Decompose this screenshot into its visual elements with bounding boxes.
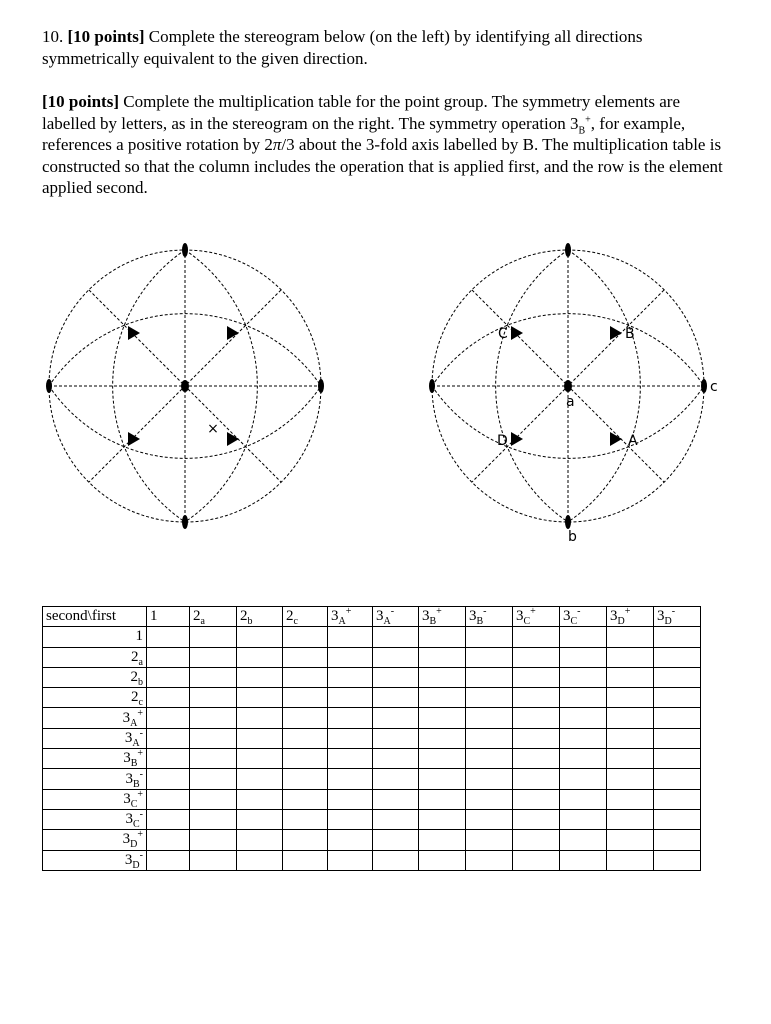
product-cell[interactable] xyxy=(513,789,560,809)
product-cell[interactable] xyxy=(466,789,513,809)
product-cell[interactable] xyxy=(654,627,701,647)
product-cell[interactable] xyxy=(373,769,419,789)
product-cell[interactable] xyxy=(654,769,701,789)
product-cell[interactable] xyxy=(513,647,560,667)
product-cell[interactable] xyxy=(328,708,373,728)
product-cell[interactable] xyxy=(419,769,466,789)
table-row xyxy=(43,830,701,850)
product-cell[interactable] xyxy=(147,647,190,667)
product-cell[interactable] xyxy=(560,789,607,809)
twofold-axis-icon xyxy=(182,243,188,257)
question-text: Complete the stereogram below (on the left) by identifying all directions symmetrically equivalent to the given direction. xyxy=(42,27,643,68)
product-cell[interactable] xyxy=(237,830,283,850)
product-cell[interactable] xyxy=(373,688,419,708)
product-cell[interactable] xyxy=(147,749,190,769)
column-header: $2_a$ xyxy=(190,607,237,627)
row-header: $3_D^+$ xyxy=(43,830,147,850)
product-cell[interactable] xyxy=(283,789,328,809)
product-cell[interactable] xyxy=(237,708,283,728)
table-row xyxy=(43,688,701,708)
pi-symbol: π xyxy=(272,135,282,154)
product-cell[interactable] xyxy=(607,850,654,870)
product-cell[interactable] xyxy=(654,830,701,850)
product-cell[interactable] xyxy=(190,647,237,667)
product-cell[interactable] xyxy=(190,708,237,728)
twofold-axis-icon xyxy=(318,379,324,393)
label-a: a xyxy=(566,394,575,410)
product-cell[interactable] xyxy=(283,809,328,829)
column-header: $3_B^+$ xyxy=(419,607,466,627)
product-cell[interactable] xyxy=(419,667,466,687)
product-cell[interactable] xyxy=(237,627,283,647)
product-cell[interactable] xyxy=(373,749,419,769)
product-cell[interactable] xyxy=(419,809,466,829)
column-header: $3_D^-$ xyxy=(654,607,701,627)
question-multiplication-table xyxy=(42,91,732,199)
twofold-axis-icon xyxy=(701,379,707,393)
question-points: [10 points] xyxy=(42,92,119,111)
product-cell[interactable] xyxy=(283,688,328,708)
product-cell[interactable] xyxy=(190,627,237,647)
product-cell[interactable] xyxy=(607,769,654,789)
product-cell[interactable] xyxy=(654,647,701,667)
product-cell[interactable] xyxy=(328,809,373,829)
product-cell[interactable] xyxy=(513,688,560,708)
column-header: $3_C^+$ xyxy=(513,607,560,627)
product-cell[interactable] xyxy=(560,769,607,789)
question-text-a: Complete the multiplication table for the point group. The symmetry elements are labelled by letters, as in the stereogram on the right. The symmetry operation 3 xyxy=(42,92,681,133)
product-cell[interactable] xyxy=(237,667,283,687)
column-header: $2_b$ xyxy=(237,607,283,627)
product-cell[interactable] xyxy=(328,850,373,870)
product-cell[interactable] xyxy=(607,627,654,647)
product-cell[interactable] xyxy=(607,688,654,708)
table-row xyxy=(43,728,701,748)
product-cell[interactable] xyxy=(283,627,328,647)
product-cell[interactable] xyxy=(607,809,654,829)
product-cell[interactable] xyxy=(237,850,283,870)
product-cell[interactable] xyxy=(190,850,237,870)
question-text-b: , for example, references a positive rotation by 2 xyxy=(42,113,686,154)
twofold-axis-icon xyxy=(565,243,571,257)
product-cell[interactable] xyxy=(560,708,607,728)
product-cell[interactable] xyxy=(147,688,190,708)
product-cell[interactable] xyxy=(328,627,373,647)
row-header: $3_D^-$ xyxy=(43,850,147,870)
product-cell[interactable] xyxy=(373,667,419,687)
product-cell[interactable] xyxy=(560,667,607,687)
product-cell[interactable] xyxy=(147,769,190,789)
product-cell[interactable] xyxy=(466,850,513,870)
product-cell[interactable] xyxy=(513,728,560,748)
row-header: $2_a$ xyxy=(43,647,147,667)
twofold-axis-icon xyxy=(429,379,435,393)
product-cell[interactable] xyxy=(466,769,513,789)
product-cell[interactable] xyxy=(654,667,701,687)
row-header: $2_c$ xyxy=(43,688,147,708)
product-cell[interactable] xyxy=(419,708,466,728)
product-cell[interactable] xyxy=(466,749,513,769)
product-cell[interactable] xyxy=(190,728,237,748)
product-cell[interactable] xyxy=(283,830,328,850)
product-cell[interactable] xyxy=(373,830,419,850)
product-cell[interactable] xyxy=(419,749,466,769)
column-header: $3_A^-$ xyxy=(373,607,419,627)
product-cell[interactable] xyxy=(560,830,607,850)
product-cell[interactable] xyxy=(560,850,607,870)
product-cell[interactable] xyxy=(190,809,237,829)
column-header: $3_C^-$ xyxy=(560,607,607,627)
row-header: $2_b$ xyxy=(43,667,147,687)
row-header: $3_A^-$ xyxy=(43,728,147,748)
product-cell[interactable] xyxy=(419,850,466,870)
product-cell[interactable] xyxy=(373,789,419,809)
product-cell[interactable] xyxy=(466,647,513,667)
product-cell[interactable] xyxy=(513,667,560,687)
product-cell[interactable] xyxy=(513,830,560,850)
product-cell[interactable] xyxy=(190,688,237,708)
product-cell[interactable] xyxy=(373,809,419,829)
product-cell[interactable] xyxy=(513,850,560,870)
product-cell[interactable] xyxy=(373,647,419,667)
product-cell[interactable] xyxy=(607,708,654,728)
row-header: $3_C^+$ xyxy=(43,789,147,809)
multiplication-table xyxy=(42,606,701,871)
product-cell[interactable] xyxy=(419,627,466,647)
product-cell[interactable] xyxy=(560,627,607,647)
product-cell[interactable] xyxy=(560,728,607,748)
product-cell[interactable] xyxy=(466,809,513,829)
threefold-axis-icon xyxy=(511,432,523,446)
product-cell[interactable] xyxy=(607,830,654,850)
label-c: c xyxy=(710,379,718,395)
table-row xyxy=(43,769,701,789)
product-cell[interactable] xyxy=(328,789,373,809)
product-cell[interactable] xyxy=(466,830,513,850)
product-cell[interactable] xyxy=(654,789,701,809)
row-header: $3_C^-$ xyxy=(43,809,147,829)
product-cell[interactable] xyxy=(466,688,513,708)
product-cell[interactable] xyxy=(419,789,466,809)
twofold-axis-icon xyxy=(46,379,52,393)
question-10 xyxy=(42,26,732,69)
product-cell[interactable] xyxy=(237,688,283,708)
product-cell[interactable] xyxy=(466,627,513,647)
table-row xyxy=(43,749,701,769)
product-cell[interactable] xyxy=(373,850,419,870)
product-cell[interactable] xyxy=(513,769,560,789)
corner-cell: second\first xyxy=(43,607,147,627)
product-cell[interactable] xyxy=(654,850,701,870)
product-cell[interactable] xyxy=(607,647,654,667)
product-cell[interactable] xyxy=(328,749,373,769)
product-cell[interactable] xyxy=(328,830,373,850)
product-cell[interactable] xyxy=(283,769,328,789)
product-cell[interactable] xyxy=(147,708,190,728)
table-row xyxy=(43,789,701,809)
product-cell[interactable] xyxy=(419,647,466,667)
product-cell[interactable] xyxy=(513,708,560,728)
label-D: D xyxy=(497,433,508,449)
product-cell[interactable] xyxy=(328,728,373,748)
product-cell[interactable] xyxy=(237,789,283,809)
table-row xyxy=(43,667,701,687)
product-cell[interactable] xyxy=(190,749,237,769)
product-cell[interactable] xyxy=(560,809,607,829)
product-cell[interactable] xyxy=(419,688,466,708)
product-cell[interactable] xyxy=(147,667,190,687)
twofold-axis-icon xyxy=(181,380,189,392)
op-sup: + xyxy=(585,113,591,125)
stereogram-right xyxy=(418,236,718,556)
product-cell[interactable] xyxy=(607,789,654,809)
table-header-row xyxy=(43,607,701,627)
question-points: [10 points] xyxy=(67,27,145,46)
table-row xyxy=(43,809,701,829)
product-cell[interactable] xyxy=(560,749,607,769)
product-cell[interactable] xyxy=(466,667,513,687)
column-header: 1 xyxy=(147,607,190,627)
product-cell[interactable] xyxy=(513,749,560,769)
label-A: A xyxy=(628,433,638,449)
op-sub: B xyxy=(578,124,586,136)
product-cell[interactable] xyxy=(147,627,190,647)
table-row xyxy=(43,850,701,870)
product-cell[interactable] xyxy=(654,708,701,728)
row-header: $3_B^+$ xyxy=(43,749,147,769)
product-cell[interactable] xyxy=(513,809,560,829)
product-cell[interactable] xyxy=(328,647,373,667)
product-cell[interactable] xyxy=(237,647,283,667)
product-cell[interactable] xyxy=(147,830,190,850)
given-direction-mark: × xyxy=(207,421,219,437)
column-header: $3_D^+$ xyxy=(607,607,654,627)
product-cell[interactable] xyxy=(147,809,190,829)
product-cell[interactable] xyxy=(190,830,237,850)
table-row xyxy=(43,708,701,728)
threefold-axis-icon xyxy=(128,326,140,340)
twofold-axis-icon xyxy=(565,515,571,529)
threefold-axis-icon xyxy=(128,432,140,446)
label-b: b xyxy=(568,529,577,545)
product-cell[interactable] xyxy=(237,809,283,829)
product-cell[interactable] xyxy=(560,688,607,708)
threefold-axis-icon xyxy=(511,326,523,340)
product-cell[interactable] xyxy=(654,749,701,769)
question-number: 10. xyxy=(42,27,64,46)
product-cell[interactable] xyxy=(328,688,373,708)
product-cell[interactable] xyxy=(237,749,283,769)
column-header: $3_A^+$ xyxy=(328,607,373,627)
table-row xyxy=(43,647,701,667)
product-cell[interactable] xyxy=(147,789,190,809)
product-cell[interactable] xyxy=(466,708,513,728)
product-cell[interactable] xyxy=(328,769,373,789)
product-cell[interactable] xyxy=(654,728,701,748)
label-C: C xyxy=(498,326,508,342)
product-cell[interactable] xyxy=(654,688,701,708)
column-header: $3_B^-$ xyxy=(466,607,513,627)
product-cell[interactable] xyxy=(283,708,328,728)
product-cell[interactable] xyxy=(283,647,328,667)
product-cell[interactable] xyxy=(283,728,328,748)
product-cell[interactable] xyxy=(373,708,419,728)
label-B: B xyxy=(625,326,635,342)
product-cell[interactable] xyxy=(147,728,190,748)
product-cell[interactable] xyxy=(190,769,237,789)
column-header: $2_c$ xyxy=(283,607,328,627)
product-cell[interactable] xyxy=(237,769,283,789)
product-cell[interactable] xyxy=(419,728,466,748)
product-cell[interactable] xyxy=(654,809,701,829)
product-cell[interactable] xyxy=(373,728,419,748)
row-header: $3_A^+$ xyxy=(43,708,147,728)
product-cell[interactable] xyxy=(283,667,328,687)
product-cell[interactable] xyxy=(607,728,654,748)
product-cell[interactable] xyxy=(147,850,190,870)
stereogram-left xyxy=(35,236,335,536)
product-cell[interactable] xyxy=(607,667,654,687)
product-cell[interactable] xyxy=(560,647,607,667)
table-row xyxy=(43,627,701,647)
question-text-c: /3 about the 3-fold axis labelled by B. The multiplication table is constructed so that the column includes the operation that is applied first, and the row is the element applied second. xyxy=(42,135,723,197)
product-cell[interactable] xyxy=(190,667,237,687)
product-cell[interactable] xyxy=(607,749,654,769)
product-cell[interactable] xyxy=(190,789,237,809)
twofold-axis-icon xyxy=(182,515,188,529)
product-cell[interactable] xyxy=(373,627,419,647)
product-cell[interactable] xyxy=(283,749,328,769)
product-cell[interactable] xyxy=(328,667,373,687)
product-cell[interactable] xyxy=(419,830,466,850)
product-cell[interactable] xyxy=(513,627,560,647)
product-cell[interactable] xyxy=(283,850,328,870)
product-cell[interactable] xyxy=(466,728,513,748)
threefold-axis-icon xyxy=(227,432,239,446)
twofold-axis-icon xyxy=(564,380,572,392)
product-cell[interactable] xyxy=(237,728,283,748)
row-header: 1 xyxy=(43,627,147,647)
row-header: $3_B^-$ xyxy=(43,769,147,789)
threefold-axis-icon xyxy=(610,432,622,446)
